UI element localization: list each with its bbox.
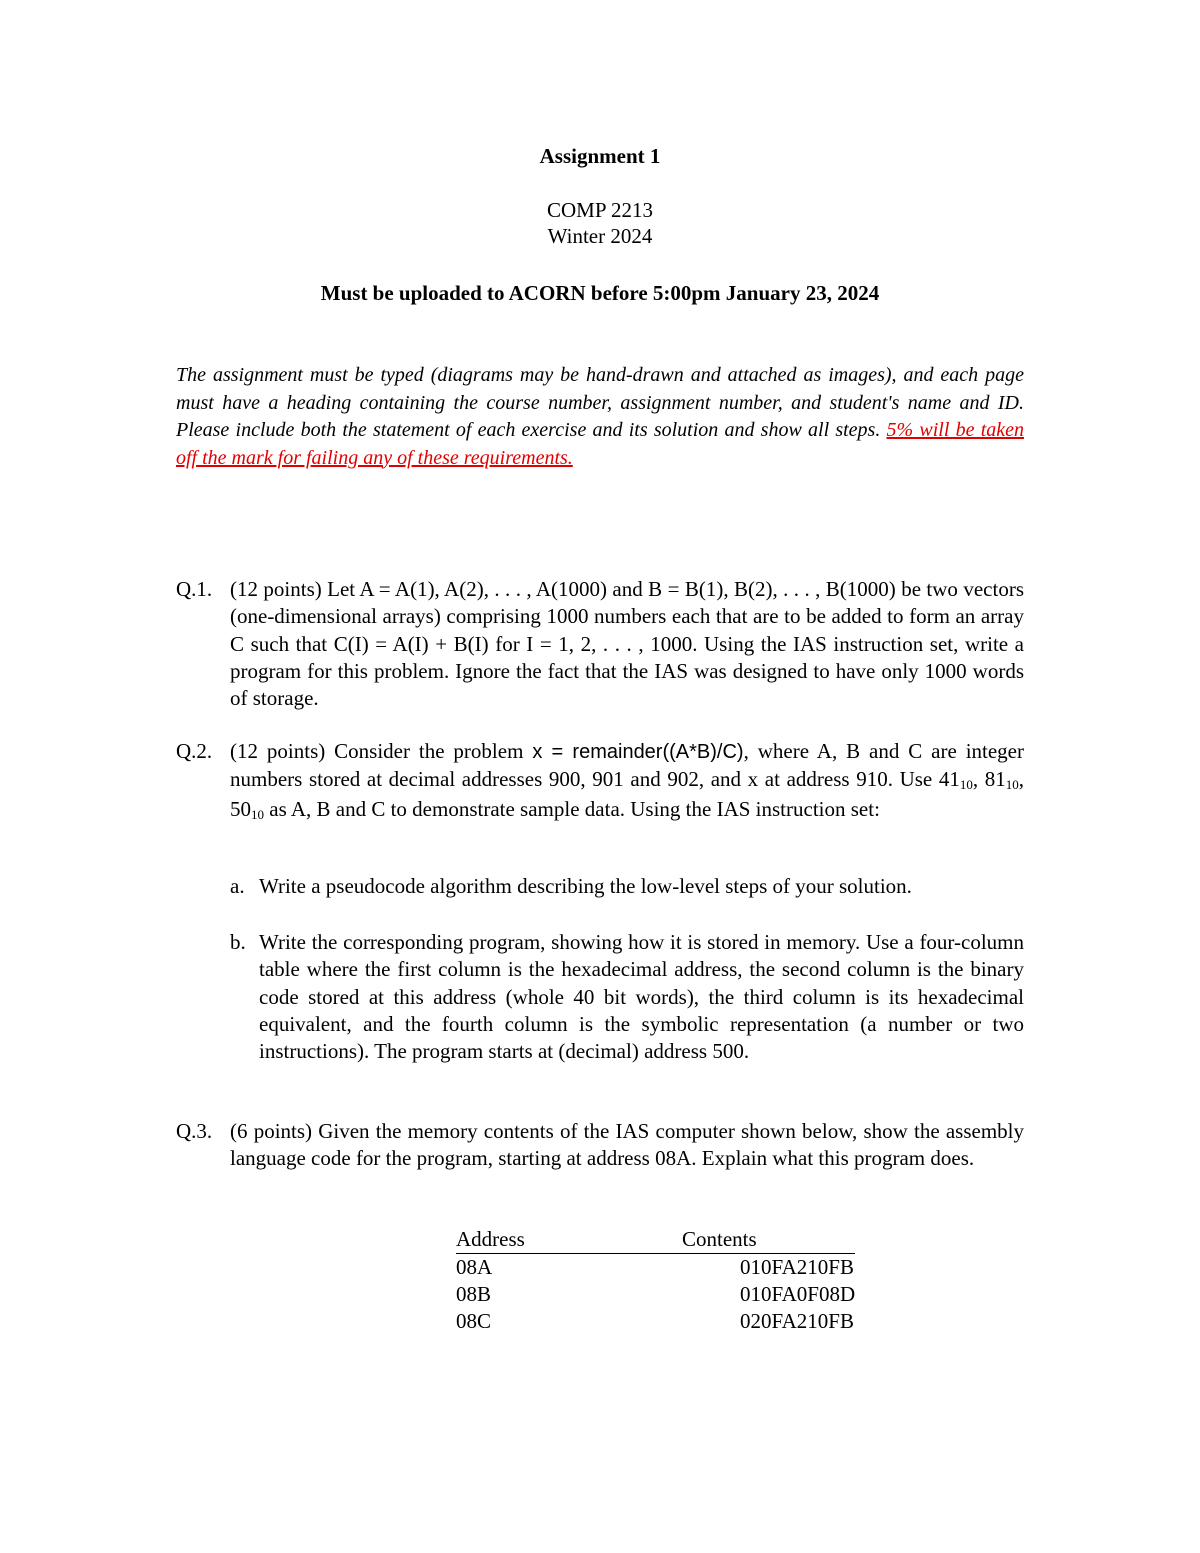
contents-cell: 010FA0F08D [740,1282,856,1306]
address-cell: 08C [456,1309,492,1333]
instructions-text: The assignment must be typed (diagrams may be hand-drawn and attached as images), and each page must have a heading containing the course number, assignment number, and student's name and ID. Please include both the statement of each exercise and its solution and show all steps. [176,364,1024,441]
question-2-text-d: as A, B and C to demonstrate sample data. Using the IAS instruction set: [264,796,880,821]
table-row [456,1281,855,1308]
question-2b [230,929,1024,1065]
question-2-text-c: , 50 [230,767,1025,821]
subscript-base-1: 10 [959,777,973,793]
question-1-number: Q.1. [176,577,213,601]
question-3-number: Q.3. [176,1119,213,1143]
question-2a [230,873,1024,900]
contents-cell: 010FA210FB [740,1255,854,1279]
table-row [456,1254,855,1282]
question-2-number: Q.2. [176,739,213,763]
table-header-row [456,1226,855,1254]
penalty-warning: 5% will be taken off the mark for failing any of these requirements. [176,419,1024,469]
subscript-base-3: 10 [251,806,264,822]
question-2b-label: b. [230,930,246,954]
question-1-text: (12 points) Let A = A(1), A(2), . . . , A(1000) and B = B(1), B(2), . . . , B(1000) be two vectors (one-dimensional arrays) comprising 1000 numbers each that are to be added to form an array C such that C(I) = A(I) + B(I) for I = 1, 2, . . . , 1000. Using the IAS instruction set, write a program for this problem. Ignore the fact that the IAS was designed to have only 1000 words of storage. [230,577,1024,711]
question-2a-label: a. [230,874,245,898]
table-row [456,1308,855,1335]
question-2-text-a: , where A, B and C are integer numbers stored at decimal addresses 900, 901 and 902, and x at address 910. Use 41 [230,739,1024,792]
question-2-text-b: , 81 [972,767,1006,792]
question-2b-text: Write the corresponding program, showing how it is stored in memory. Use a four-column table where the first column is the hexadecimal address, the second column is the binary code stored at this address (whole 40 bit words), the third column is its hexadecimal equivalent, and the fourth column is the symbolic representation (a number or two instructions). The program starts at (decimal) address 500. [259,930,1024,1064]
question-2-lead: (12 points) Consider the problem [230,739,533,763]
question-2a-text: Write a pseudocode algorithm describing the low-level steps of your solution. [259,874,912,898]
term: Winter 2024 [547,224,653,248]
question-2 [176,738,1024,825]
contents-header: Contents [598,1226,855,1254]
course-number: COMP 2213 [547,198,653,222]
assignment-title: Assignment 1 [539,144,661,168]
contents-cell: 020FA210FB [740,1309,854,1333]
address-header: Address [456,1226,598,1254]
memory-contents-table [456,1226,855,1335]
question-2-text [230,738,1024,825]
question-3-text: (6 points) Given the memory contents of the IAS computer shown below, show the assembly language code for the program, starting at address 08A. Explain what this program does. [230,1119,1024,1171]
question-3 [176,1118,1024,1173]
address-cell: 08B [456,1282,492,1306]
question-2-formula: x = remainder((A*B)/C) [532,741,744,763]
deadline: Must be uploaded to ACORN before 5:00pm January 23, 2024 [320,281,880,305]
address-cell: 08A [456,1255,493,1279]
question-1 [176,576,1024,712]
subscript-base-2: 10 [1005,777,1019,793]
instructions [176,362,1024,472]
